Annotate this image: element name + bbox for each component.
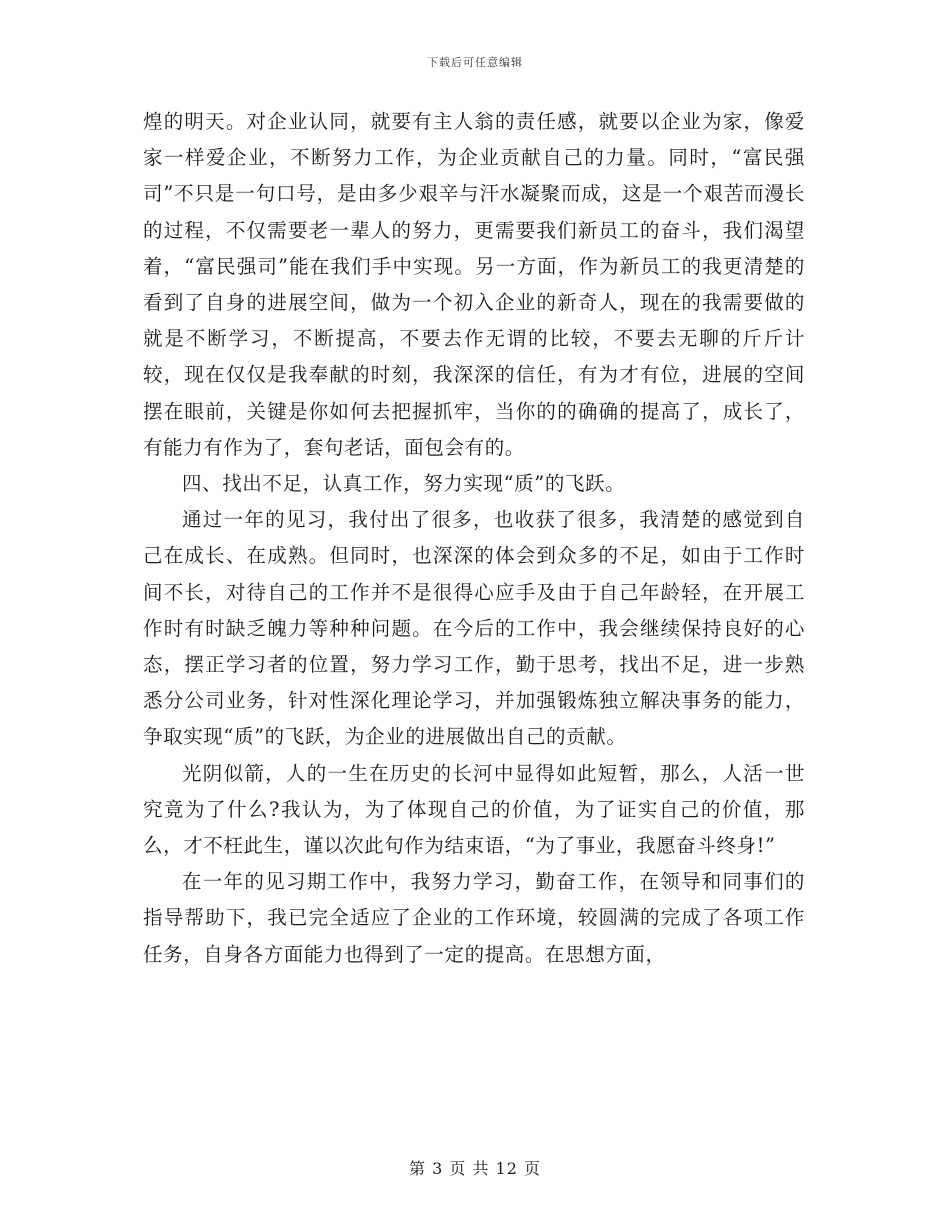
section-heading-four: 四、找出不足，认真工作，努力实现“质”的飞跃。 <box>182 472 626 496</box>
paragraph-conclusion: 光阴似箭，人的一生在历史的长河中显得如此短暂，那么，人活一世究竟为了什么?我认为，为了体现自己的价值，为了证实自己的价值，那么，才不枉此生，谨以次此句作为结束语，“为了事业，我愿奋斗终身!” <box>143 761 805 858</box>
paragraph-continued: 煌的明天。对企业认同，就要有主人翁的责任感，就要以企业为家，像爱家一样爱企业，不断努力工作，为企业贡献自己的力量。同时，“富民强司”不只是一句口号，是由多少艰辛与汗水凝聚而成，这是一个艰苦而漫长的过程，不仅需要老一辈人的努力，更需要我们新员工的奋斗，我们渴望着，“富民强司”能在我们手中实现。另一方面，作为新员工的我更清楚的看到了自身的进展空间，做为一个初入企业的新奇人，现在的我需要做的就是不断学习，不断提高，不要去作无谓的比较，不要去无聊的斤斤计较，现在仅仅是我奉献的时刻，我深深的信任，有为才有位，进展的空间摆在眼前，关键是你如何去把握抓牢，当你的的确确的提高了，成长了，有能力有作为了，套句老话，面包会有的。 <box>143 110 805 459</box>
paragraph-probation: 在一年的见习期工作中，我努力学习，勤奋工作，在领导和同事们的指导帮助下，我已完全适应了企业的工作环境，较圆满的完成了各项工作任务，自身各方面能力也得到了一定的提高。在思想方面， <box>143 870 805 966</box>
page-header: 下载后可任意编辑 <box>427 56 523 69</box>
document-body <box>143 104 805 973</box>
page-number-footer: 第 3 页 共 12 页 <box>409 1159 541 1178</box>
paragraph-internship: 通过一年的见习，我付出了很多，也收获了很多，我清楚的感觉到自己在成长、在成熟。但同时，也深深的体会到众多的不足，如由于工作时间不长，对待自己的工作并不是很得心应手及由于自己年龄轻，在开展工作时有时缺乏魄力等种种问题。在今后的工作中，我会继续保持良好的心态，摆正学习者的位置，努力学习工作，勤于思考，找出不足，进一步熟悉分公司业务，针对性深化理论学习，并加强锻炼独立解决事务的能力，争取实现“质”的飞跃，为企业的进展做出自己的贡献。 <box>143 508 805 749</box>
